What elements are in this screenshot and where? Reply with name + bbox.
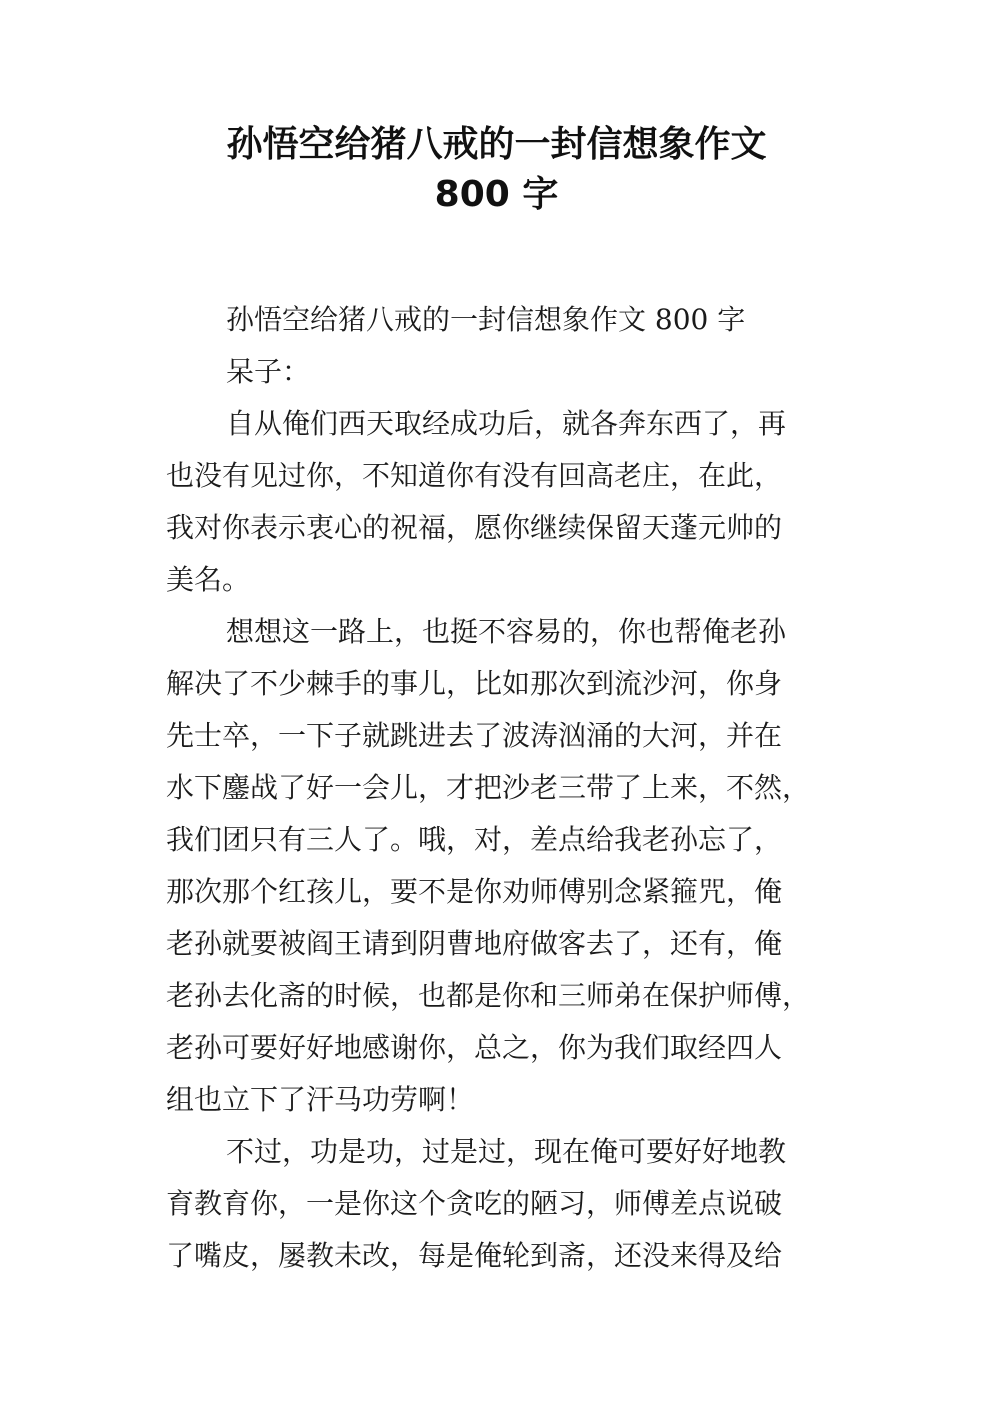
text-line: 不过，功是功，过是过，现在俺可要好好地教 (226, 1135, 787, 1168)
text-line: 也没有见过你，不知道你有没有回高老庄，在此， (166, 459, 783, 492)
title-line-2: 800 字 (434, 174, 559, 215)
text-line: 自从俺们西天取经成功后，就各奔东西了，再 (226, 407, 787, 440)
text-line: 孙悟空给猪八戒的一封信想象作文 800 字 (226, 303, 746, 336)
text-line: 先士卒，一下子就跳进去了波涛汹涌的大河，并在 (166, 719, 783, 752)
document-body (166, 294, 836, 1282)
text-line: 我们团只有三人了。哦，对，差点给我老孙忘了， (166, 823, 783, 856)
text-line: 了嘴皮，屡教未改，每是俺轮到斋，还没来得及给 (166, 1239, 783, 1272)
text-line: 想想这一路上，也挺不容易的，你也帮俺老孙 (226, 615, 787, 648)
text-line: 解决了不少棘手的事儿，比如那次到流沙河，你身 (166, 667, 783, 700)
text-line: 老孙可要好好地感谢你，总之，你为我们取经四人 (166, 1031, 783, 1064)
text-line: 老孙就要被阎王请到阴曹地府做客去了，还有，俺 (166, 927, 783, 960)
text-line: 组也立下了汗马功劳啊！ (166, 1083, 475, 1116)
text-line: 老孙去化斋的时候，也都是你和三师弟在保护师傅， (166, 979, 811, 1012)
text-line: 育教育你，一是你这个贪吃的陋习，师傅差点说破 (166, 1187, 783, 1220)
document-title (0, 120, 993, 220)
title-line-1: 孙悟空给猪八戒的一封信想象作文 (226, 124, 767, 165)
text-line: 美名。 (166, 563, 251, 596)
text-line: 呆子： (226, 355, 311, 388)
text-line: 那次那个红孩儿，要不是你劝师傅别念紧箍咒，俺 (166, 875, 783, 908)
text-line: 水下鏖战了好一会儿，才把沙老三带了上来，不然， (166, 771, 811, 804)
text-line: 我对你表示衷心的祝福，愿你继续保留天蓬元帅的 (166, 511, 783, 544)
